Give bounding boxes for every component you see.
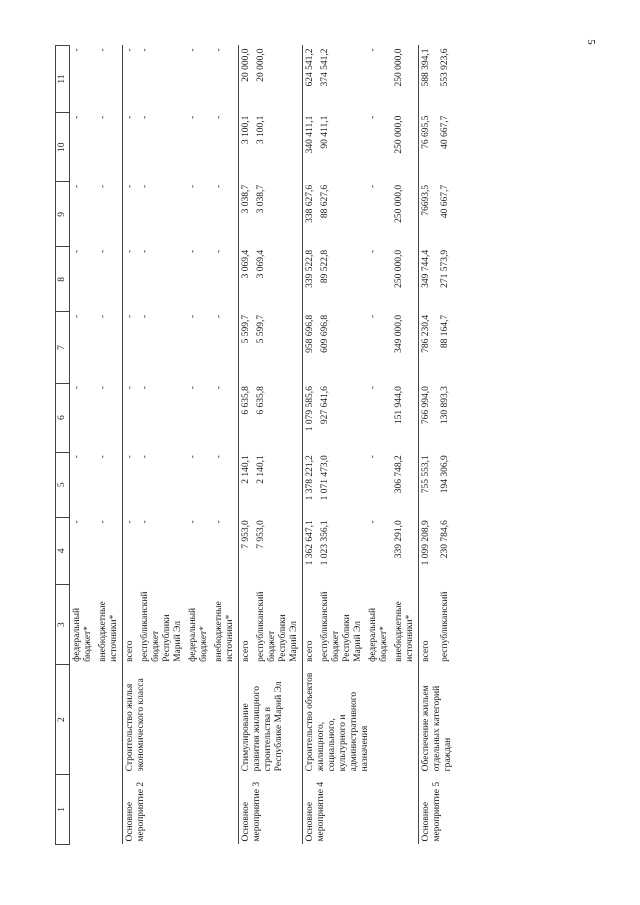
value-cell: - bbox=[140, 115, 150, 119]
value-cell: 230 784,6 bbox=[439, 520, 450, 559]
value-cell: 1 071 473,0 bbox=[320, 455, 330, 501]
value-cell: - bbox=[72, 520, 82, 524]
value-cell: - bbox=[140, 249, 150, 254]
value-cell: 7 953,0 bbox=[256, 520, 266, 549]
value-cell: 250 000,0 bbox=[394, 249, 404, 288]
value-cell: 624 541,2 bbox=[303, 46, 319, 113]
value-cell: - bbox=[140, 520, 150, 524]
funding-source: республиканский bbox=[439, 591, 450, 662]
value-cell: - bbox=[214, 48, 224, 52]
value-cell: 250 000,0 bbox=[394, 184, 404, 223]
value-cell: - bbox=[140, 455, 150, 459]
value-cell: 339 522,8 bbox=[303, 247, 319, 312]
column-header: 2 bbox=[56, 665, 70, 774]
value-cell: - bbox=[98, 184, 108, 188]
value-cell: 1 362 647,1 bbox=[303, 517, 319, 584]
value-cell: 88 164,7 bbox=[439, 314, 450, 349]
table-body bbox=[70, 46, 457, 845]
measure-title: Стимулирование развития жилищного строительства в Республике Марий Эл bbox=[239, 665, 303, 774]
value-cell: - bbox=[188, 184, 198, 188]
value-cell: 349 000,0 bbox=[394, 314, 404, 353]
value-cell: 786 230,4 bbox=[419, 312, 438, 383]
value-cell: 20 000,0 bbox=[256, 48, 266, 82]
value-cell: 1 023 356,1 bbox=[320, 520, 330, 566]
table-row bbox=[419, 46, 438, 845]
value-cell: 40 667,7 bbox=[439, 115, 450, 149]
value-cell: 7 953,0 bbox=[239, 517, 255, 584]
column-number-row bbox=[56, 46, 70, 845]
funding-source: федеральный бюджет* bbox=[188, 607, 209, 662]
measure-title: Строительство объектов жилищного, социального, культурного и административного назначения bbox=[303, 665, 419, 774]
value-cell: - bbox=[214, 386, 224, 390]
value-cell: - bbox=[72, 249, 82, 254]
value-cell: 755 553,1 bbox=[419, 452, 438, 517]
table-row bbox=[123, 46, 139, 845]
value-cell: 130 893,3 bbox=[439, 386, 450, 425]
value-cell: 1 378 221,2 bbox=[303, 452, 319, 517]
value-cell: - bbox=[188, 386, 198, 390]
value-cell: - bbox=[98, 249, 108, 254]
funding-source: федеральный бюджет* bbox=[368, 607, 389, 662]
value-cell: 76693,5 bbox=[419, 182, 438, 247]
value-cell: 271 573,9 bbox=[439, 249, 450, 288]
value-cell: - bbox=[98, 314, 108, 319]
column-header: 9 bbox=[56, 182, 70, 247]
value-cell: 250 000,0 bbox=[394, 115, 404, 154]
value-cell: - bbox=[188, 314, 198, 319]
value-cell: - bbox=[368, 249, 378, 254]
column-header: 5 bbox=[56, 452, 70, 517]
value-cell: 339 291,0 bbox=[394, 520, 404, 559]
value-cell: - bbox=[98, 48, 108, 52]
value-cell: - bbox=[368, 314, 378, 319]
value-cell: 6 635,8 bbox=[239, 383, 255, 452]
value-cell: 250 000,0 bbox=[394, 48, 404, 87]
value-cell: - bbox=[123, 247, 139, 312]
value-cell: 5 599,7 bbox=[239, 312, 255, 383]
measure-title: Строительство жилья экономического класса bbox=[123, 665, 239, 774]
measure-title bbox=[70, 665, 123, 774]
value-cell: 374 541,2 bbox=[320, 48, 330, 87]
value-cell: - bbox=[140, 48, 150, 52]
value-cell: 3 100,1 bbox=[239, 113, 255, 182]
measure-name: Основное мероприятие 5 bbox=[419, 774, 457, 844]
value-cell: - bbox=[140, 184, 150, 188]
value-cell: 3 038,7 bbox=[256, 184, 266, 214]
value-cell: - bbox=[188, 520, 198, 524]
value-cell: 2 140,1 bbox=[256, 455, 266, 484]
value-cell: - bbox=[368, 184, 378, 188]
value-cell: 20 000,0 bbox=[239, 46, 255, 113]
value-cell: 766 994,0 bbox=[419, 383, 438, 452]
value-cell: - bbox=[98, 386, 108, 390]
value-cell: 76 695,5 bbox=[419, 113, 438, 182]
measure-name: Основное мероприятие 4 bbox=[303, 774, 419, 844]
value-cell: 1 079 585,6 bbox=[303, 383, 319, 452]
funding-source: республиканский бюджет Республики Марий Эл bbox=[320, 591, 363, 662]
value-cell: 3 069,4 bbox=[256, 249, 266, 279]
value-cell: 90 411,1 bbox=[320, 115, 330, 149]
column-header: 1 bbox=[56, 774, 70, 844]
page-number: 5 bbox=[584, 39, 597, 45]
table-row bbox=[303, 46, 319, 845]
value-cell: - bbox=[368, 386, 378, 390]
funding-source: внебюджетные источники* bbox=[394, 601, 415, 662]
funding-source: всего bbox=[303, 584, 319, 665]
value-cell: 2 140,1 bbox=[239, 452, 255, 517]
funding-source: республиканский бюджет Республики Марий Эл bbox=[256, 591, 299, 662]
funding-source: внебюджетные источники* bbox=[98, 601, 119, 662]
value-cell: 306 748,2 bbox=[394, 455, 404, 494]
value-cell: - bbox=[214, 249, 224, 254]
value-cell: 3 069,4 bbox=[239, 247, 255, 312]
value-cell: - bbox=[140, 386, 150, 390]
budget-table bbox=[55, 45, 456, 845]
rotated-table-stage bbox=[55, 45, 615, 845]
value-cell: 340 411,1 bbox=[303, 113, 319, 182]
value-cell: - bbox=[368, 115, 378, 119]
value-cell: 609 696,8 bbox=[320, 314, 330, 353]
value-cell: - bbox=[72, 314, 82, 319]
funding-source: всего bbox=[419, 584, 438, 665]
value-cell: - bbox=[368, 455, 378, 459]
funding-source: республиканский бюджет Республики Марий Эл bbox=[140, 591, 183, 662]
funding-source: всего bbox=[239, 584, 255, 665]
measure-name: Основное мероприятие 2 bbox=[123, 774, 239, 844]
value-cell: - bbox=[368, 520, 378, 524]
value-cell: 6 635,8 bbox=[256, 386, 266, 415]
value-cell: 3 038,7 bbox=[239, 182, 255, 247]
value-cell: 927 641,6 bbox=[320, 386, 330, 425]
column-header: 11 bbox=[56, 46, 70, 113]
column-header: 4 bbox=[56, 517, 70, 584]
value-cell: 1 099 208,9 bbox=[419, 517, 438, 584]
measure-name bbox=[70, 774, 123, 844]
value-cell: 588 394,1 bbox=[419, 46, 438, 113]
value-cell: - bbox=[123, 383, 139, 452]
value-cell: - bbox=[98, 455, 108, 459]
value-cell: - bbox=[123, 517, 139, 584]
value-cell: - bbox=[123, 452, 139, 517]
value-cell: - bbox=[98, 115, 108, 119]
column-header: 7 bbox=[56, 312, 70, 383]
value-cell: - bbox=[214, 520, 224, 524]
measure-title: Обеспечение жильем отдельных категорий граждан bbox=[419, 665, 457, 774]
value-cell: - bbox=[214, 184, 224, 188]
value-cell: - bbox=[72, 48, 82, 52]
funding-source: федеральный бюджет* bbox=[72, 607, 93, 662]
value-cell: 151 944,0 bbox=[394, 386, 404, 425]
value-cell: 194 306,9 bbox=[439, 455, 450, 494]
value-cell: - bbox=[188, 48, 198, 52]
value-cell: 5 599,7 bbox=[256, 314, 266, 344]
value-cell: - bbox=[72, 184, 82, 188]
value-cell: 3 100,1 bbox=[256, 115, 266, 145]
value-cell: - bbox=[140, 314, 150, 319]
value-cell: - bbox=[368, 48, 378, 52]
value-cell: - bbox=[214, 314, 224, 319]
column-header: 8 bbox=[56, 247, 70, 312]
value-cell: 88 627,6 bbox=[320, 184, 330, 219]
value-cell: 40 667,7 bbox=[439, 184, 450, 219]
value-cell: - bbox=[123, 182, 139, 247]
value-cell: - bbox=[188, 249, 198, 254]
funding-source: всего bbox=[123, 584, 139, 665]
value-cell: - bbox=[72, 115, 82, 119]
table-row bbox=[239, 46, 255, 845]
column-header: 3 bbox=[56, 584, 70, 665]
value-cell: 89 522,8 bbox=[320, 249, 330, 284]
value-cell: 553 923,6 bbox=[439, 48, 450, 87]
value-cell: - bbox=[98, 520, 108, 524]
value-cell: - bbox=[214, 115, 224, 119]
value-cell: 349 744,4 bbox=[419, 247, 438, 312]
column-header: 10 bbox=[56, 113, 70, 182]
value-cell: - bbox=[188, 455, 198, 459]
measure-name: Основное мероприятие 3 bbox=[239, 774, 303, 844]
column-header: 6 bbox=[56, 383, 70, 452]
value-cell: 338 627,6 bbox=[303, 182, 319, 247]
value-cell: - bbox=[123, 113, 139, 182]
value-cell: - bbox=[72, 386, 82, 390]
value-cell: - bbox=[123, 46, 139, 113]
value-cell: - bbox=[214, 455, 224, 459]
value-cell: - bbox=[72, 455, 82, 459]
value-cell: 958 696,8 bbox=[303, 312, 319, 383]
value-cell: - bbox=[123, 312, 139, 383]
value-cell: - bbox=[188, 115, 198, 119]
table-row bbox=[70, 46, 97, 845]
funding-source: внебюджетные источники* bbox=[214, 601, 235, 662]
